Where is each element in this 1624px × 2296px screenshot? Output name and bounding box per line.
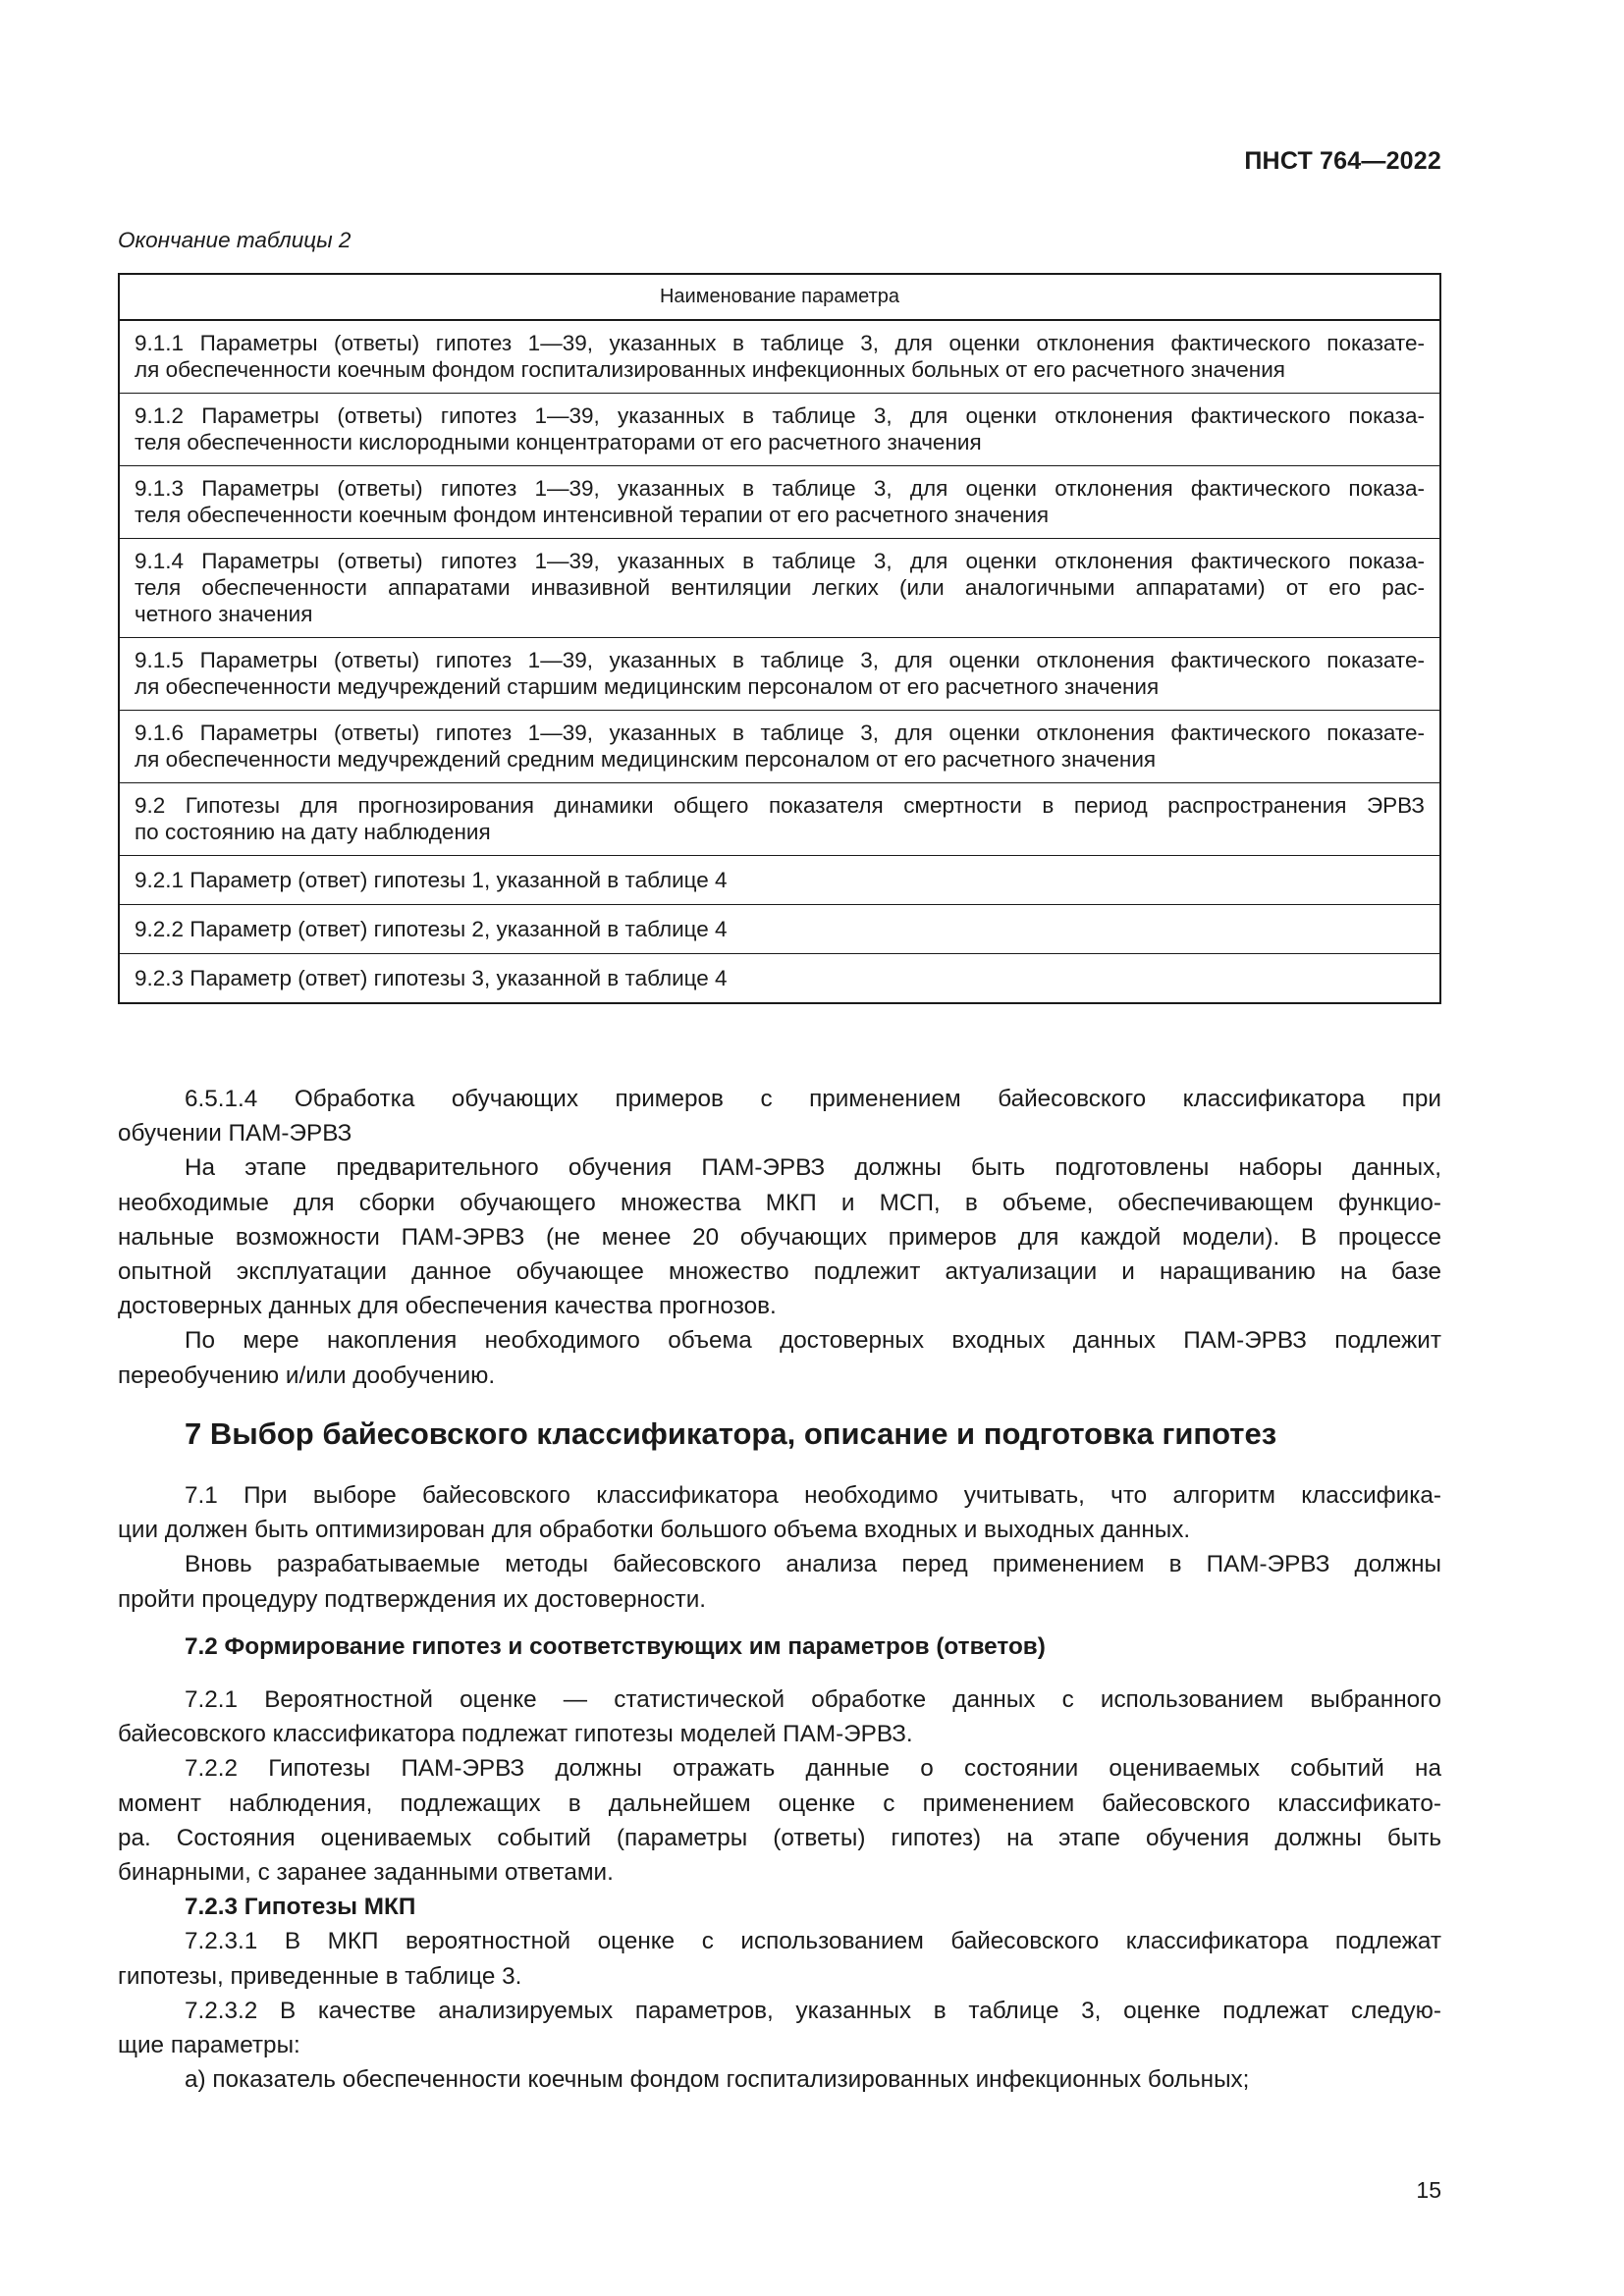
paragraph-7-2-3-2: 7.2.3.2 В качестве анализируемых параметров, указанных в таблице 3, оценке подлежат следую- щие параметры:: [118, 1997, 1441, 2059]
section-7-heading: 7 Выбор байесовского классификатора, описание и подготовка гипотез: [185, 1416, 1277, 1451]
table-cell: 9.2.3 Параметр (ответ) гипотезы 3, указанной в таблице 4: [119, 954, 1440, 1004]
table-row: [119, 320, 1440, 394]
page-number: 15: [1416, 2177, 1441, 2203]
table-row: [119, 711, 1440, 783]
table-column-header: Наименование параметра: [119, 274, 1440, 320]
paragraph-prelim-training: На этапе предварительного обучения ПАМ-ЭРВЗ должны быть подготовлены наборы данных, необходимые для сборки обучающего множества МКП и МСП, в объеме, обеспечивающем функцио- нальные возможности ПАМ-ЭРВЗ (не менее 20 обучающих примеров для каждой модели). В процессе опытной эксплуатации данное обучающее множество подлежит актуализации и наращиванию на базе достоверных данных для обеспечения качества прогнозов.: [118, 1154, 1441, 1320]
table-row: [119, 783, 1440, 856]
paragraph-new-methods: Вновь разрабатываемые методы байесовского анализа перед применением в ПАМ-ЭРВЗ должны пройти процедуру подтверждения их достоверности.: [118, 1551, 1441, 1613]
table-row: [119, 539, 1440, 638]
paragraph-7-2-2: 7.2.2 Гипотезы ПАМ-ЭРВЗ должны отражать данные о состоянии оцениваемых событий на момент наблюдения, подлежащих в дальнейшем оценке с применением байесовского классификато- ра. Состояния оцениваемых событий (параметры (ответы) гипотез) на этапе обучения должны быть бинарными, с заранее заданными ответами.: [118, 1755, 1441, 1887]
body-text-block-1: [118, 1082, 1441, 1393]
list-item-a: а) показатель обеспеченности коечным фондом госпитализированных инфекционных больных;: [185, 2066, 1250, 2094]
table-row: [119, 638, 1440, 711]
table-row: [119, 905, 1440, 954]
table-cell: 9.1.3 Параметры (ответы) гипотез 1—39, указанных в таблице 3, для оценки отклонения фактического показа- теля обеспеченности коечным фондом интенсивной терапии от его расчетного значения: [119, 466, 1440, 539]
table-caption: Окончание таблицы 2: [118, 228, 352, 252]
body-text-block-3: [118, 1682, 1441, 2097]
table-cell: 9.1.2 Параметры (ответы) гипотез 1—39, указанных в таблице 3, для оценки отклонения фактического показа- теля обеспеченности кислородными концентраторами от его расчетного значения: [119, 394, 1440, 466]
body-text-block-2: [118, 1478, 1441, 1617]
table-cell: 9.2.1 Параметр (ответ) гипотезы 1, указанной в таблице 4: [119, 856, 1440, 905]
paragraph-accumulation: По мере накопления необходимого объема достоверных входных данных ПАМ-ЭРВЗ подлежит переобучению и/или дообучению.: [118, 1327, 1441, 1389]
paragraph-7-2-3-1: 7.2.3.1 В МКП вероятностной оценке с использованием байесовского классификатора подлежат гипотезы, приведенные в таблице 3.: [118, 1928, 1441, 1990]
table-cell: 9.1.1 Параметры (ответы) гипотез 1—39, указанных в таблице 3, для оценки отклонения фактического показате- ля обеспеченности коечным фондом госпитализированных инфекционных больных от его расчетного значения: [119, 320, 1440, 394]
table-cell: 9.2 Гипотезы для прогнозирования динамики общего показателя смертности в период распространения ЭРВЗ по состоянию на дату наблюдения: [119, 783, 1440, 856]
doc-number: ПНСТ 764—2022: [1244, 147, 1441, 175]
table-row: [119, 394, 1440, 466]
paragraph-7-1: 7.1 При выборе байесовского классификатора необходимо учитывать, что алгоритм классифика- ции должен быть оптимизирован для обработки большого объема входных и выходных данных.: [118, 1482, 1441, 1544]
table-cell: 9.1.6 Параметры (ответы) гипотез 1—39, указанных в таблице 3, для оценки отклонения фактического показате- ля обеспеченности медучреждений средним медицинским персоналом от его расчетного значения: [119, 711, 1440, 783]
table-row: [119, 856, 1440, 905]
table-row: [119, 954, 1440, 1004]
section-7-2-3-heading: 7.2.3 Гипотезы МКП: [185, 1894, 416, 1921]
table-cell: 9.2.2 Параметр (ответ) гипотезы 2, указанной в таблице 4: [119, 905, 1440, 954]
table-cell: 9.1.4 Параметры (ответы) гипотез 1—39, указанных в таблице 3, для оценки отклонения фактического показа- теля обеспеченности аппаратами инвазивной вентиляции легких (или аналогичными аппаратами) от его рас- четного значения: [119, 539, 1440, 638]
table-cell: 9.1.5 Параметры (ответы) гипотез 1—39, указанных в таблице 3, для оценки отклонения фактического показате- ля обеспеченности медучреждений старшим медицинским персоналом от его расчетного значения: [119, 638, 1440, 711]
paragraph-7-2-1: 7.2.1 Вероятностной оценке — статистической обработке данных с использованием выбранного байесовского классификатора подлежат гипотезы моделей ПАМ-ЭРВЗ.: [118, 1686, 1441, 1748]
section-7-2-heading: 7.2 Формирование гипотез и соответствующих им параметров (ответов): [185, 1633, 1046, 1660]
parameters-table: [118, 273, 1441, 1004]
table-row: [119, 466, 1440, 539]
paragraph-6-5-1-4: 6.5.1.4 Обработка обучающих примеров с применением байесовского классификатора при обучении ПАМ-ЭРВЗ: [118, 1086, 1441, 1148]
